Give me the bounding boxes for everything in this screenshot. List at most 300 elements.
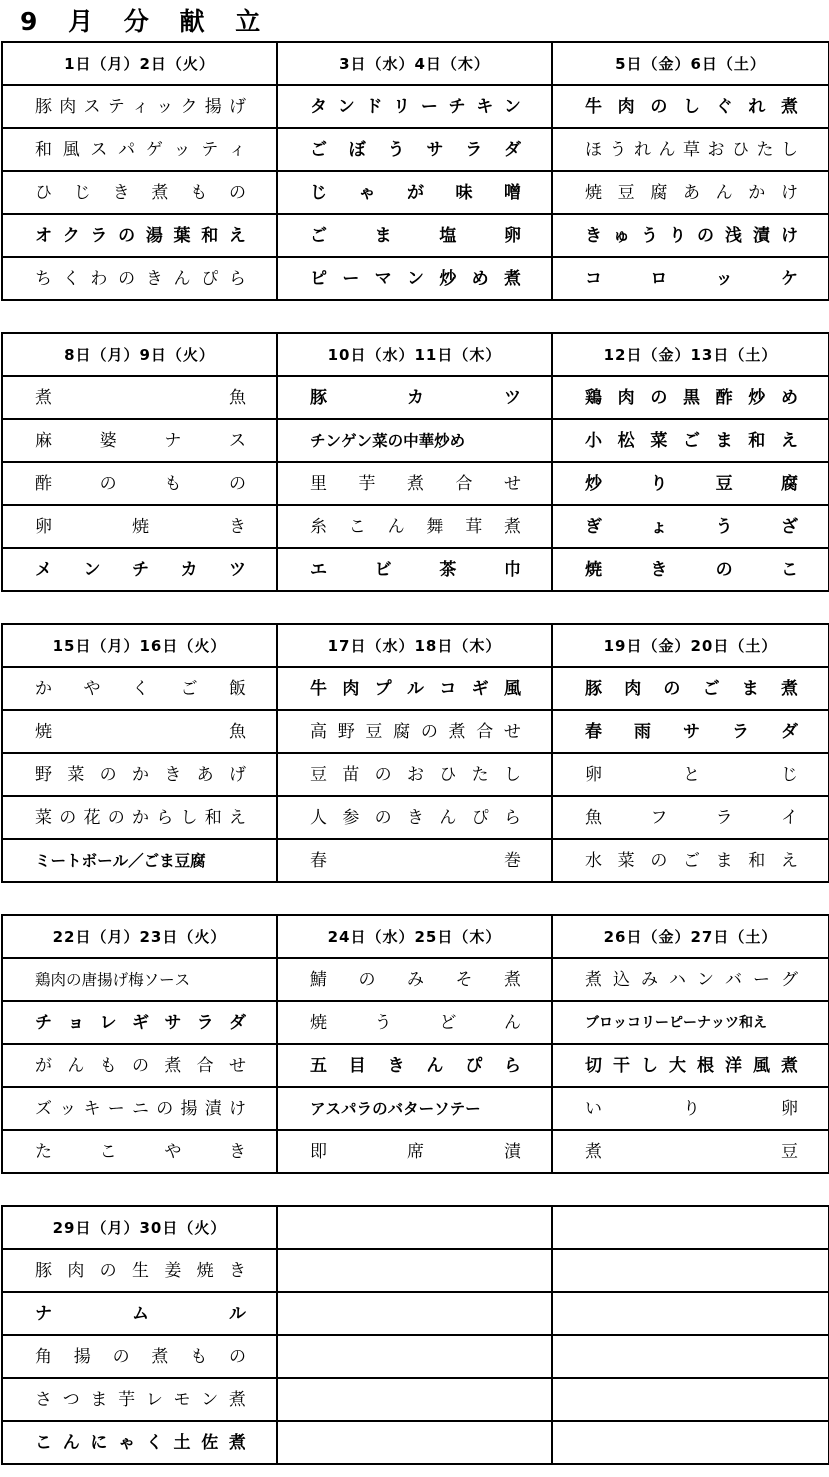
dish-char: の bbox=[118, 268, 136, 289]
dish-char: ゃ bbox=[118, 1432, 136, 1453]
dish-char: 巻 bbox=[504, 850, 521, 871]
dish-char: 焼 bbox=[585, 559, 602, 580]
dish-char: ミ bbox=[35, 851, 51, 870]
dish-char: け bbox=[229, 1098, 246, 1119]
dish-char: 松 bbox=[617, 430, 635, 451]
menu-cell bbox=[277, 548, 552, 591]
dish-char: ロ bbox=[599, 1014, 613, 1031]
dish-char: 炒 bbox=[748, 387, 766, 408]
dish-char: ひ bbox=[732, 139, 749, 160]
menu-cell bbox=[552, 505, 829, 548]
dish-char: ッ bbox=[173, 139, 191, 160]
dish-char: 麻 bbox=[35, 430, 52, 451]
dish-char: ン bbox=[697, 969, 714, 990]
dish-char: 卵 bbox=[503, 225, 521, 246]
date-header-cell bbox=[552, 915, 829, 958]
menu-row bbox=[2, 128, 829, 171]
dish-char: 小 bbox=[585, 430, 602, 451]
date-header-cell bbox=[277, 333, 552, 376]
dish-char: う bbox=[374, 1012, 392, 1033]
dish-char: チ bbox=[448, 96, 466, 117]
dish-char: 草 bbox=[683, 139, 700, 160]
menu-cell bbox=[2, 1292, 277, 1335]
menu-cell bbox=[277, 171, 552, 214]
dish-char: 揚 bbox=[180, 1098, 198, 1119]
dish-name bbox=[585, 269, 798, 289]
dish-char: ク bbox=[62, 225, 80, 246]
dish-char: ョ bbox=[67, 1012, 85, 1033]
dish-char: 豆 bbox=[715, 473, 733, 494]
dish-char: 和 bbox=[35, 139, 52, 160]
dish-char: の bbox=[118, 225, 136, 246]
dish-char: 煮 bbox=[503, 268, 521, 289]
dish-char: 和 bbox=[201, 225, 219, 246]
dish-char: ら bbox=[156, 807, 174, 828]
dish-char: う bbox=[715, 516, 733, 537]
dish-char: マ bbox=[374, 268, 392, 289]
dish-char: 高 bbox=[310, 721, 327, 742]
dish-char: ナ bbox=[697, 1014, 711, 1031]
dish-char: 煮 bbox=[448, 721, 466, 742]
dish-name bbox=[35, 970, 272, 990]
dish-char: も bbox=[190, 182, 208, 203]
dish-char: 葉 bbox=[173, 225, 191, 246]
dish-name bbox=[35, 388, 246, 408]
menu-cell bbox=[277, 505, 552, 548]
dish-char: バ bbox=[387, 1099, 404, 1118]
dish-char: 豆 bbox=[174, 851, 191, 870]
dish-char: き bbox=[112, 182, 130, 203]
dish-name bbox=[585, 722, 798, 742]
date-header: 29日（月）30日（火） bbox=[52, 1219, 227, 1237]
dish-char: の bbox=[387, 431, 404, 450]
dish-char: 豆 bbox=[617, 182, 635, 203]
menu-row bbox=[2, 1001, 829, 1044]
dish-char: 塩 bbox=[439, 225, 457, 246]
dish-char: 腐 bbox=[780, 473, 798, 494]
dish-char: の bbox=[66, 970, 82, 989]
dish-char: 和 bbox=[739, 1014, 753, 1031]
menu-cell bbox=[552, 796, 829, 839]
dish-char: ま bbox=[159, 851, 175, 870]
menu-cell bbox=[277, 1044, 552, 1087]
dish-char: げ bbox=[229, 96, 246, 117]
dish-char: ら bbox=[503, 1055, 521, 1076]
dish-char: ご bbox=[180, 678, 198, 699]
dish-char: ラ bbox=[715, 807, 733, 828]
dish-char: げ bbox=[228, 764, 246, 785]
dish-name bbox=[585, 140, 798, 160]
dish-name bbox=[35, 808, 246, 828]
dish-char: プ bbox=[374, 678, 392, 699]
dish-char: せ bbox=[503, 721, 521, 742]
menu-cell bbox=[277, 85, 552, 128]
dish-char: テ bbox=[201, 139, 219, 160]
dish-char: え bbox=[753, 1014, 767, 1031]
dish-char: く bbox=[132, 678, 149, 699]
dish-char: た bbox=[471, 764, 489, 785]
dish-char: ラ bbox=[90, 225, 108, 246]
dish-name bbox=[310, 388, 521, 408]
dish-char: コ bbox=[585, 268, 602, 289]
dish-char: お bbox=[406, 764, 424, 785]
dish-char: 切 bbox=[585, 1055, 602, 1076]
menu-row bbox=[2, 1249, 829, 1292]
dish-char: 人 bbox=[310, 807, 327, 828]
dish-char: ア bbox=[310, 1099, 326, 1118]
dish-name bbox=[585, 1056, 798, 1076]
menu-cell bbox=[277, 376, 552, 419]
dish-char: 糸 bbox=[310, 516, 327, 537]
dish-char: テ bbox=[107, 96, 125, 117]
menu-cell bbox=[552, 1249, 829, 1292]
dish-char: 春 bbox=[310, 850, 327, 871]
dish-char: 和 bbox=[748, 430, 766, 451]
dish-char: ぎ bbox=[585, 516, 602, 537]
menu-cell bbox=[277, 753, 552, 796]
dish-char: ご bbox=[310, 139, 327, 160]
dish-char: た bbox=[35, 1141, 52, 1162]
dish-name bbox=[585, 388, 798, 408]
dish-char: み bbox=[407, 969, 424, 990]
dish-char: の bbox=[650, 387, 668, 408]
dish-char: め bbox=[780, 387, 798, 408]
dish-char: ぴ bbox=[471, 807, 489, 828]
dish-char: の bbox=[372, 1099, 388, 1118]
dish-char: 牛 bbox=[585, 96, 602, 117]
dish-char: の bbox=[99, 473, 117, 494]
dish-char: 湯 bbox=[145, 225, 163, 246]
dish-char: ン bbox=[325, 431, 342, 450]
dish-char: ハ bbox=[669, 969, 686, 990]
dish-char: キ bbox=[83, 1098, 101, 1119]
dish-name bbox=[310, 970, 521, 990]
menu-cell bbox=[277, 1335, 552, 1378]
dish-char: ス bbox=[83, 96, 101, 117]
dish-char: と bbox=[683, 764, 700, 785]
date-header: 15日（月）16日（火） bbox=[52, 637, 227, 655]
dish-char: う bbox=[641, 225, 658, 246]
dish-char: ラ bbox=[465, 139, 483, 160]
menu-cell bbox=[2, 1421, 277, 1464]
dish-name bbox=[35, 1433, 246, 1453]
dish-char: 角 bbox=[35, 1346, 52, 1367]
menu-cell bbox=[552, 85, 829, 128]
dish-char: 和 bbox=[204, 807, 222, 828]
dish-char: 豆 bbox=[781, 1141, 798, 1162]
dish-char: 佐 bbox=[201, 1432, 219, 1453]
date-header-cell bbox=[2, 624, 277, 667]
dish-char: こ bbox=[348, 516, 366, 537]
dish-char: し bbox=[781, 139, 798, 160]
date-header-cell bbox=[277, 624, 552, 667]
menu-cell bbox=[277, 1249, 552, 1292]
dish-char: こ bbox=[780, 559, 798, 580]
dish-char: ッ bbox=[715, 268, 733, 289]
dish-char: ダ bbox=[228, 1012, 246, 1033]
menu-cell bbox=[277, 796, 552, 839]
dish-char: 干 bbox=[613, 1055, 630, 1076]
dish-name bbox=[585, 765, 798, 785]
dish-char: ク bbox=[180, 96, 198, 117]
menu-cell bbox=[552, 1378, 829, 1421]
dish-name bbox=[35, 722, 246, 742]
menu-cell bbox=[277, 214, 552, 257]
dish-char: 浅 bbox=[725, 225, 742, 246]
dish-char: ィ bbox=[228, 139, 246, 160]
menu-cell bbox=[552, 1001, 829, 1044]
menu-row bbox=[2, 1335, 829, 1378]
dish-char: え bbox=[228, 225, 246, 246]
dish-name bbox=[35, 1056, 246, 1076]
dish-name bbox=[585, 560, 798, 580]
menu-cell bbox=[552, 839, 829, 882]
dish-char: レ bbox=[99, 1012, 117, 1033]
dish-char: ツ bbox=[504, 387, 521, 408]
dish-char: 焼 bbox=[585, 182, 602, 203]
menu-cell bbox=[277, 1001, 552, 1044]
menu-cell bbox=[552, 1335, 829, 1378]
dish-name bbox=[35, 1347, 246, 1367]
dish-char: 合 bbox=[455, 473, 473, 494]
dish-char: ん bbox=[715, 182, 733, 203]
dish-char: か bbox=[748, 182, 766, 203]
dish-name bbox=[310, 269, 521, 289]
dish-char: 煮 bbox=[503, 516, 521, 537]
dish-char: カ bbox=[407, 387, 424, 408]
dish-name bbox=[310, 97, 521, 117]
dish-char: タ bbox=[310, 96, 327, 117]
dish-char: リ bbox=[641, 1014, 655, 1031]
dish-char: 卵 bbox=[585, 764, 602, 785]
date-header: 10日（水）11日（木） bbox=[327, 346, 502, 364]
dish-char: 巾 bbox=[503, 559, 521, 580]
dish-char: 苗 bbox=[342, 764, 360, 785]
dish-char: 肉 bbox=[342, 678, 360, 699]
dish-char: ゅ bbox=[613, 225, 630, 246]
menu-cell bbox=[552, 171, 829, 214]
menu-cell bbox=[2, 214, 277, 257]
dish-char: か bbox=[35, 678, 52, 699]
dish-char: フ bbox=[650, 807, 668, 828]
menu-cell bbox=[552, 753, 829, 796]
dish-name bbox=[35, 560, 246, 580]
dish-char: 炒 bbox=[585, 473, 602, 494]
dish-char: 生 bbox=[131, 1260, 149, 1281]
dish-char: 芋 bbox=[358, 473, 376, 494]
dish-char: ン bbox=[337, 96, 355, 117]
dish-char: ッ bbox=[59, 1098, 77, 1119]
dish-char: し bbox=[682, 96, 700, 117]
dish-name bbox=[35, 851, 272, 871]
dish-char: ギ bbox=[131, 1012, 149, 1033]
dish-name bbox=[585, 474, 798, 494]
dish-char: 煮 bbox=[228, 1389, 246, 1410]
menu-cell bbox=[2, 257, 277, 300]
dish-char: の bbox=[107, 807, 125, 828]
dish-char: ム bbox=[132, 1303, 149, 1324]
dish-char: 豆 bbox=[365, 721, 383, 742]
menu-cell bbox=[552, 214, 829, 257]
dish-char: き bbox=[387, 1055, 405, 1076]
dish-char: チ bbox=[35, 1012, 52, 1033]
dish-char: の bbox=[99, 1260, 117, 1281]
menu-row bbox=[2, 1044, 829, 1087]
date-header-cell bbox=[2, 42, 277, 85]
menu-cell bbox=[277, 462, 552, 505]
dish-char: タ bbox=[403, 1099, 419, 1118]
menu-cell bbox=[552, 1421, 829, 1464]
week-table bbox=[1, 914, 829, 1174]
dish-char: の bbox=[112, 1346, 130, 1367]
menu-cell bbox=[277, 1378, 552, 1421]
dish-char: 肉 bbox=[67, 1260, 85, 1281]
dish-char: ン bbox=[503, 96, 521, 117]
dish-char: ン bbox=[356, 431, 373, 450]
dish-char: ン bbox=[201, 1389, 219, 1410]
dish-name bbox=[35, 1142, 246, 1162]
dish-char: バ bbox=[725, 969, 742, 990]
dish-char: 雨 bbox=[634, 721, 651, 742]
dish-char: さ bbox=[35, 1389, 52, 1410]
dish-char: ー bbox=[420, 96, 438, 117]
dish-name bbox=[585, 183, 798, 203]
date-header: 12日（金）13日（土） bbox=[603, 346, 778, 364]
menu-cell bbox=[277, 419, 552, 462]
dish-char: ／ bbox=[128, 851, 144, 870]
dish-char: 漬 bbox=[753, 225, 770, 246]
menu-cell bbox=[552, 1292, 829, 1335]
dish-char: キ bbox=[476, 96, 494, 117]
dish-char: が bbox=[407, 182, 424, 203]
menu-cell bbox=[2, 1249, 277, 1292]
dish-char: 炒 bbox=[434, 431, 450, 450]
dish-char: ゲ bbox=[341, 431, 357, 450]
dish-name bbox=[35, 679, 246, 699]
menu-cell bbox=[552, 1130, 829, 1173]
dish-char: ほ bbox=[585, 139, 602, 160]
menu-row bbox=[2, 1130, 829, 1173]
dish-char: に bbox=[90, 1432, 108, 1453]
dish-char: サ bbox=[426, 139, 444, 160]
dish-char: え bbox=[780, 430, 798, 451]
dish-name bbox=[35, 226, 246, 246]
dish-char: ま bbox=[715, 850, 733, 871]
dish-char: 肉 bbox=[50, 970, 67, 989]
menu-row bbox=[2, 419, 829, 462]
date-header-row bbox=[2, 915, 829, 958]
dish-name bbox=[310, 1142, 521, 1162]
dish-char: ん bbox=[387, 516, 405, 537]
dish-char: 煮 bbox=[504, 969, 521, 990]
date-header: 1日（月）2日（火） bbox=[64, 55, 215, 73]
dish-char: の bbox=[650, 96, 668, 117]
date-header-row bbox=[2, 333, 829, 376]
dish-char: テ bbox=[449, 1099, 466, 1118]
dish-char: 黒 bbox=[682, 387, 700, 408]
dish-name bbox=[310, 722, 521, 742]
dish-char: た bbox=[756, 139, 774, 160]
dish-char: ー bbox=[753, 969, 770, 990]
menu-cell bbox=[2, 1378, 277, 1421]
dish-char: ル bbox=[112, 851, 129, 870]
date-header: 24日（水）25日（木） bbox=[327, 928, 502, 946]
dish-char: 肉 bbox=[617, 96, 635, 117]
dish-char: ど bbox=[439, 1012, 457, 1033]
menu-cell bbox=[2, 839, 277, 882]
dish-char: ま bbox=[374, 225, 392, 246]
dish-char: の bbox=[697, 225, 714, 246]
dish-char: き bbox=[228, 1141, 246, 1162]
dish-char: ー bbox=[655, 1014, 669, 1031]
dish-char: き bbox=[650, 559, 668, 580]
dish-char: じ bbox=[781, 764, 798, 785]
page-title: 9 月 分 献 立 bbox=[20, 7, 272, 36]
dish-name bbox=[35, 1390, 246, 1410]
dish-name bbox=[310, 140, 521, 160]
dish-char: コ bbox=[627, 1014, 641, 1031]
dish-char: ま bbox=[741, 678, 759, 699]
dish-char: 中 bbox=[403, 431, 419, 450]
menu-cell bbox=[2, 1335, 277, 1378]
dish-char: 参 bbox=[342, 807, 360, 828]
dish-name bbox=[35, 1304, 246, 1324]
dish-name bbox=[35, 269, 246, 289]
dish-name bbox=[585, 808, 798, 828]
dish-char: 風 bbox=[62, 139, 80, 160]
date-header-cell bbox=[552, 1206, 829, 1249]
dish-char: イ bbox=[780, 807, 798, 828]
dish-char: 豚 bbox=[585, 678, 602, 699]
dish-char: も bbox=[99, 1055, 117, 1076]
menu-cell bbox=[552, 548, 829, 591]
dish-char: 飯 bbox=[229, 678, 246, 699]
dish-char: ゲ bbox=[145, 139, 163, 160]
dish-char: ご bbox=[310, 225, 327, 246]
menu-row bbox=[2, 85, 829, 128]
dish-char: じ bbox=[73, 182, 91, 203]
dish-char: 炒 bbox=[439, 268, 457, 289]
dish-char: 揚 bbox=[73, 1346, 91, 1367]
dish-char: ダ bbox=[781, 721, 798, 742]
dish-char: 即 bbox=[310, 1141, 327, 1162]
dish-char: パ bbox=[341, 1099, 357, 1118]
dish-name bbox=[310, 560, 521, 580]
dish-char: 噌 bbox=[504, 182, 521, 203]
dish-char: 菜 bbox=[650, 430, 668, 451]
dish-char: 焼 bbox=[310, 1012, 327, 1033]
dish-char: 煮 bbox=[780, 678, 798, 699]
week-table bbox=[1, 1205, 829, 1465]
dish-char: 合 bbox=[196, 1055, 214, 1076]
dish-name bbox=[310, 183, 521, 203]
menu-cell bbox=[2, 548, 277, 591]
dish-char: の bbox=[156, 1098, 174, 1119]
dish-char: か bbox=[131, 764, 149, 785]
dish-char: ダ bbox=[503, 139, 521, 160]
menu-cell bbox=[2, 1001, 277, 1044]
dish-name bbox=[310, 474, 521, 494]
dish-char: 菜 bbox=[35, 807, 52, 828]
dish-char: き bbox=[228, 1260, 246, 1281]
dish-char: ぐ bbox=[715, 96, 733, 117]
dish-char: き bbox=[145, 268, 163, 289]
dish-char: の bbox=[228, 473, 246, 494]
dish-name bbox=[585, 517, 798, 537]
dish-char: 焼 bbox=[35, 721, 52, 742]
dish-char: 菜 bbox=[372, 431, 388, 450]
dish-char: ギ bbox=[471, 678, 489, 699]
